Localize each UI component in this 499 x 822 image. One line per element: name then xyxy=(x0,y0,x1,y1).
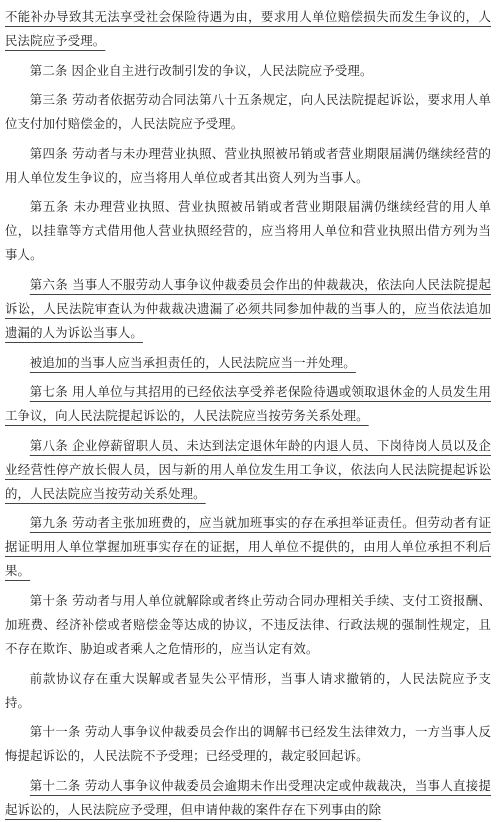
article-6-second-paragraph xyxy=(5,351,491,375)
article-10-paragraph xyxy=(5,589,491,661)
paragraph-text: 第五条 未办理营业执照、营业执照被吊销或者营业期限届满仍继续经营的用人单位，以挂靠等方式借用他人营业执照经营的，应当将用人单位和营业执照出借方列为当事人。 xyxy=(5,199,491,263)
paragraph-text: 不能补办导致其无法享受社会保险待遇为由，要求用人单位赔偿损失而发生争议的，人民法院应予受理。 xyxy=(5,9,491,49)
paragraph-text: 前款协议存在重大误解或者显失公平情形，当事人请求撤销的，人民法院应予支持。 xyxy=(5,670,491,710)
paragraph-text: 第十二条 劳动人事争议仲裁委员会逾期未作出受理决定或仲裁裁决，当事人直接提起诉讼的，人民法院应予受理，但申请仲裁的案件存在下列事由的除 xyxy=(5,777,491,817)
paragraph-text: 第六条 当事人不服劳动人事争议仲裁委员会作出的仲裁裁决，依法向人民法院提起诉讼，人民法院审查认为仲裁裁决遗漏了必须共同参加仲裁的当事人的，应当依法追加遗漏的人为诉讼当事人。 xyxy=(5,276,491,341)
paragraph-text: 被追加的当事人应当承担责任的，人民法院应当一并处理。 xyxy=(29,354,356,370)
paragraph-text: 第四条 劳动者与未办理营业执照、营业执照被吊销或者营业期限届满仍继续经营的用人单位发生争议的，应当将用人单位或者其出资人列为当事人。 xyxy=(5,145,491,185)
article-2-paragraph xyxy=(5,59,491,83)
article-12-paragraph xyxy=(5,774,491,822)
paragraph-text: 第九条 劳动者主张加班费的，应当就加班事实的存在承担举证责任。但劳动者有证据证明用人单位掌握加班事实存在的证据，用人单位不提供的，由用人单位承担不利后果。 xyxy=(5,515,491,579)
article-8-paragraph xyxy=(5,434,491,506)
article-5-paragraph xyxy=(5,195,491,267)
paragraph-text: 第二条 因企业自主进行改制引发的争议，人民法院应予受理。 xyxy=(29,62,373,78)
paragraph-text: 第三条 劳动者依据劳动合同法第八十五条规定，向人民法院提起诉讼，要求用人单位支付加付赔偿金的，人民法院应予受理。 xyxy=(5,92,491,132)
article-6-paragraph xyxy=(5,273,491,345)
article-9-paragraph xyxy=(5,511,491,583)
article-11-paragraph xyxy=(5,720,491,768)
article-3-paragraph xyxy=(5,88,491,136)
paragraph-text: 第七条 用人单位与其招用的已经依法享受养老保险待遇或领取退休金的人员发生用工争议，向人民法院提起诉讼的，人民法院应当按劳务关系处理。 xyxy=(5,384,491,424)
paragraph-text: 第十一条 劳动人事争议仲裁委员会作出的调解书已经发生法律效力，一方当事人反悔提起诉讼的，人民法院不予受理；已经受理的，裁定驳回起诉。 xyxy=(5,724,491,764)
article-10-second-paragraph xyxy=(5,667,491,715)
paragraph-text: 第十条 劳动者与用人单位就解除或者终止劳动合同办理相关手续、支付工资报酬、加班费、经济补偿或者赔偿金等达成的协议，不违反法律、行政法规的强制性规定，且不存在欺诈、胁迫或者乘人之危情形的，应当认定有效。 xyxy=(5,592,491,657)
article-4-paragraph xyxy=(5,142,491,190)
article-7-paragraph xyxy=(5,380,491,428)
paragraph-text: 第八条 企业停薪留职人员、未达到法定退休年龄的内退人员、下岗待岗人员以及企业经营性停产放长假人员，因与新的用人单位发生用工争议，依法向人民法院提起诉讼的，人民法院应当按劳动关系处理。 xyxy=(5,437,491,501)
paragraph-continuation xyxy=(5,5,491,53)
